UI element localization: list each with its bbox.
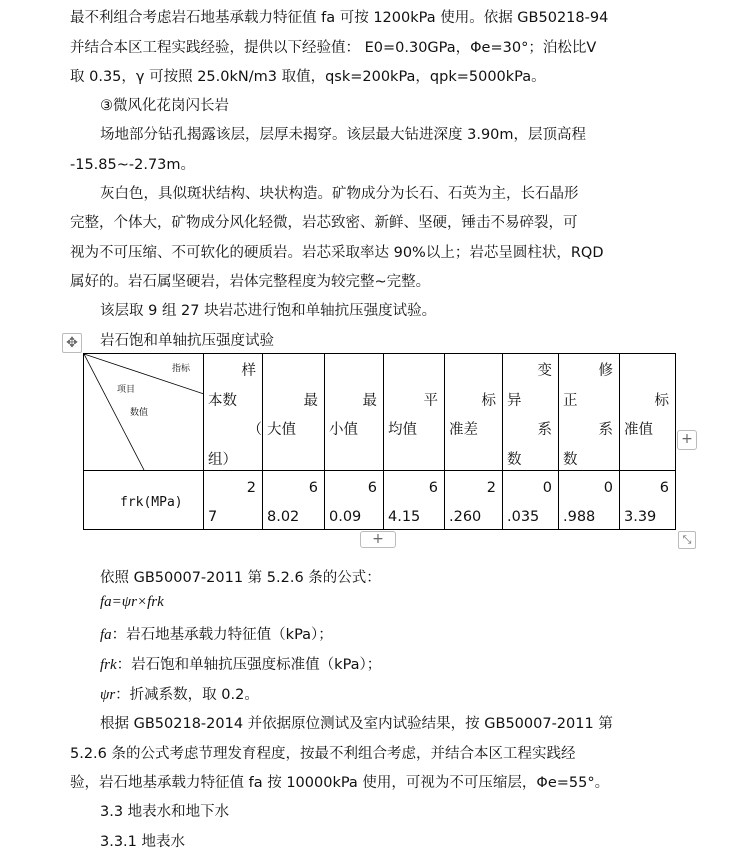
diag-label-indicator: 指标 bbox=[172, 364, 191, 374]
cell-text: .988 bbox=[563, 509, 596, 525]
header-cell-sample-count bbox=[204, 354, 263, 471]
definition-text: ：岩石地基承载力特征值（kPa）； bbox=[111, 627, 333, 643]
table-title: 岩石饱和单轴抗压强度试验 bbox=[100, 333, 274, 349]
cell-text: 6 bbox=[428, 480, 438, 496]
paragraph-line: 验，岩石地基承载力特征值 fa 按 10000kPa 使用，可视为不可压缩层，Φe=55°。 bbox=[70, 775, 610, 791]
table-cell bbox=[325, 471, 384, 530]
resize-icon[interactable]: ⤡ bbox=[678, 531, 696, 549]
header-cell-correction bbox=[559, 354, 620, 471]
header-text: 数 bbox=[507, 452, 522, 468]
definition-fa bbox=[100, 625, 333, 645]
paragraph-line: 灰白色，具似斑状结构、块状构造。矿物成分为长石、石英为主，长石晶形 bbox=[100, 186, 579, 202]
table-cell bbox=[263, 471, 325, 530]
header-text: 系 bbox=[537, 422, 552, 438]
paragraph-line: 并结合本区工程实践经验，提供以下经验值： E0=0.30GPa，Φe=30°；泊松比Ⅴ bbox=[70, 40, 597, 56]
symbol-frk: frk bbox=[100, 657, 117, 673]
header-text: 修 bbox=[598, 363, 613, 379]
paragraph-line: 视为不可压缩、不可软化的硬质岩。岩芯采取率达 90%以上；岩芯呈圆柱状，RQD bbox=[70, 245, 604, 261]
table-cell bbox=[204, 471, 263, 530]
header-text: 变 bbox=[537, 363, 552, 379]
paragraph-line: 场地部分钻孔揭露该层，层厚未揭穿。该层最大钻进深度 3.90m，层顶高程 bbox=[100, 127, 587, 143]
header-text: 数 bbox=[563, 452, 578, 468]
paragraph-line: 依照 GB50007-2011 第 5.2.6 条的公式： bbox=[100, 570, 381, 586]
section-heading: 3.3 地表水和地下水 bbox=[100, 804, 230, 820]
header-cell-cv bbox=[503, 354, 559, 471]
cell-text: 4.15 bbox=[388, 509, 421, 525]
rock-strength-table bbox=[83, 353, 676, 530]
header-text: 均值 bbox=[388, 422, 417, 438]
header-text: 本数 bbox=[208, 393, 237, 409]
header-cell-standard bbox=[620, 354, 676, 471]
table-cell bbox=[445, 471, 503, 530]
cell-text: .035 bbox=[507, 509, 540, 525]
cell-text: 3.39 bbox=[624, 509, 657, 525]
header-text: 正 bbox=[563, 393, 578, 409]
header-cell-std bbox=[445, 354, 503, 471]
cell-text: 6 bbox=[367, 480, 377, 496]
header-text: 平 bbox=[423, 393, 438, 409]
header-text: 小值 bbox=[329, 422, 358, 438]
layer-heading: ③微风化花岗闪长岩 bbox=[100, 98, 229, 114]
formula: fa=ψr×frk bbox=[100, 594, 164, 610]
paragraph-line: 5.2.6 条的公式考虑节理发育程度，按最不利组合考虑，并结合本区工程实践经 bbox=[70, 746, 576, 762]
table-cell bbox=[620, 471, 676, 530]
paragraph-line: 取 0.35，γ 可按照 25.0kN/m3 取值，qsk=200kPa，qpk=5000kPa。 bbox=[70, 69, 546, 85]
row-label: frk(MPa) bbox=[120, 495, 183, 510]
cell-text: 0 bbox=[603, 480, 613, 496]
symbol-psi: ψr bbox=[100, 687, 116, 703]
header-cell-max bbox=[263, 354, 325, 471]
header-text: 标 bbox=[481, 393, 496, 409]
add-row-button[interactable]: + bbox=[360, 531, 396, 548]
cell-text: 0 bbox=[542, 480, 552, 496]
cell-text: 0.09 bbox=[329, 509, 362, 525]
diag-label-value: 数值 bbox=[130, 408, 149, 418]
header-text: （ bbox=[247, 422, 262, 438]
paragraph-line: 完整，个体大，矿物成分风化轻微，岩芯致密、新鲜、坚硬，锤击不易碎裂，可 bbox=[70, 215, 578, 231]
header-text: 系 bbox=[598, 422, 613, 438]
header-text: 标 bbox=[654, 393, 669, 409]
definition-text: ：折减系数，取 0.2。 bbox=[115, 687, 259, 703]
row-label-cell bbox=[84, 471, 204, 530]
cell-text: 2 bbox=[486, 480, 496, 496]
table-cell bbox=[384, 471, 445, 530]
definition-frk bbox=[100, 655, 381, 675]
cell-text: 6 bbox=[659, 480, 669, 496]
header-cell-min bbox=[325, 354, 384, 471]
paragraph-line: 最不利组合考虑岩石地基承载力特征值 fa 可按 1200kPa 使用。依据 GB50218-94 bbox=[70, 10, 609, 26]
header-text: 异 bbox=[507, 393, 522, 409]
header-text: 组） bbox=[208, 452, 237, 468]
header-text: 大值 bbox=[267, 422, 296, 438]
diagonal-header-cell bbox=[84, 354, 204, 471]
cell-text: 6 bbox=[308, 480, 318, 496]
definition-text: ：岩石饱和单轴抗压强度标准值（kPa）； bbox=[116, 657, 382, 673]
header-cell-mean bbox=[384, 354, 445, 471]
paragraph-line: 该层取 9 组 27 块岩芯进行饱和单轴抗压强度试验。 bbox=[100, 303, 437, 319]
table-cell bbox=[559, 471, 620, 530]
table-move-icon[interactable]: ✥ bbox=[62, 333, 82, 353]
header-text: 准值 bbox=[624, 422, 653, 438]
cell-text: .260 bbox=[449, 509, 482, 525]
cell-text: 2 bbox=[246, 480, 256, 496]
definition-psi bbox=[100, 685, 259, 705]
table-cell bbox=[503, 471, 559, 530]
header-text: 准差 bbox=[449, 422, 478, 438]
paragraph-line: 属好的。岩石属坚硬岩，岩体完整程度为较完整~完整。 bbox=[70, 274, 431, 290]
paragraph-line: -15.85~-2.73m。 bbox=[70, 157, 196, 173]
add-column-button[interactable]: + bbox=[677, 430, 697, 450]
cell-text: 8.02 bbox=[267, 509, 300, 525]
header-text: 最 bbox=[362, 393, 377, 409]
symbol-fa: fa bbox=[100, 627, 112, 643]
header-text: 最 bbox=[303, 393, 318, 409]
subsection-heading: 3.3.1 地表水 bbox=[100, 834, 186, 850]
header-text: 样 bbox=[241, 363, 256, 379]
paragraph-line: 根据 GB50218-2014 并依据原位测试及室内试验结果，按 GB50007-2011 第 bbox=[100, 716, 613, 732]
diag-label-item: 项目 bbox=[117, 385, 136, 395]
cell-text: 7 bbox=[208, 509, 218, 525]
